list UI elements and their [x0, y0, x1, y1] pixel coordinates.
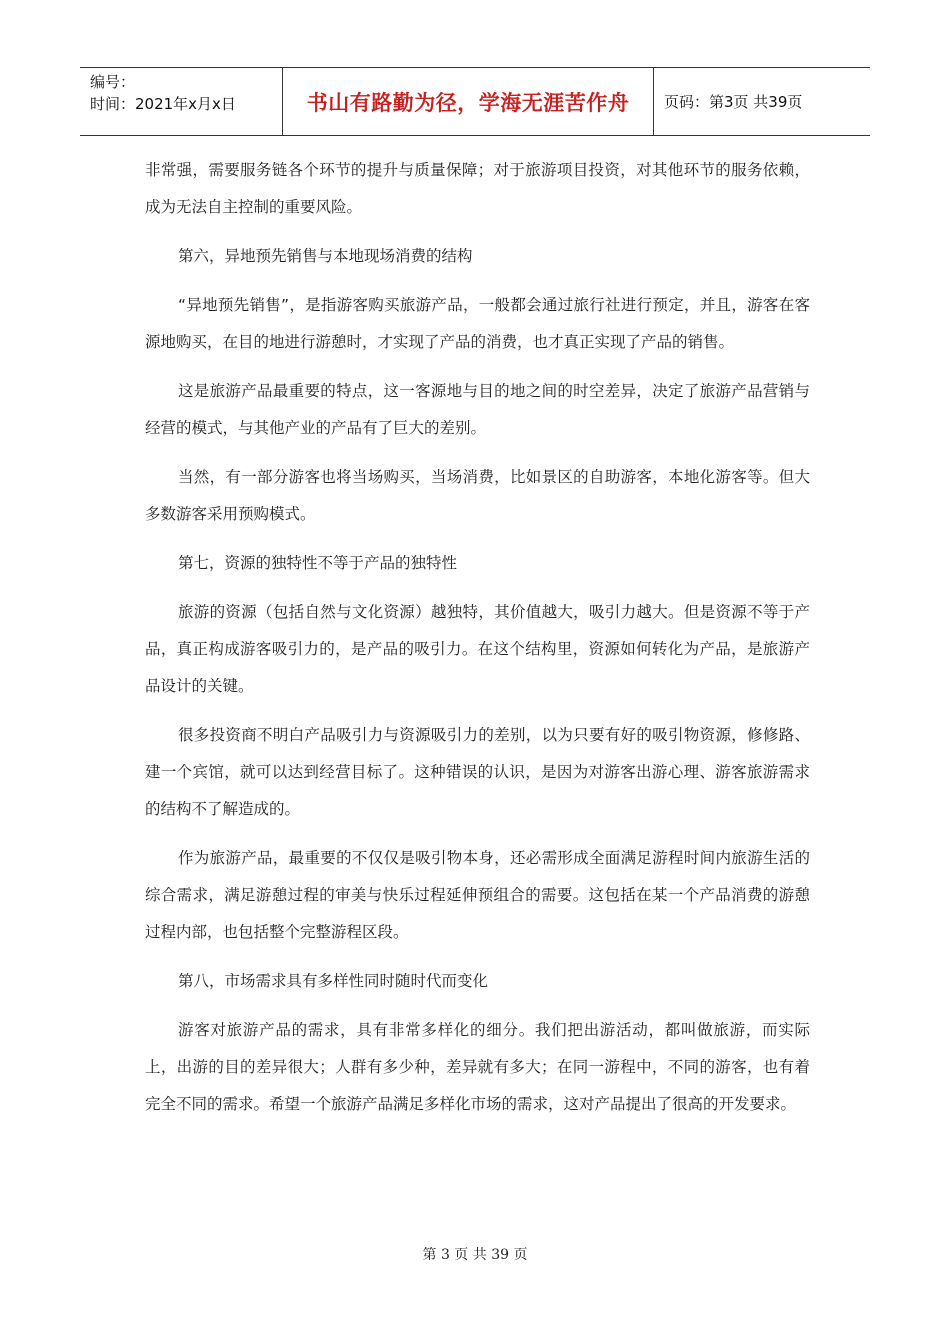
paragraph: 作为旅游产品，最重要的不仅仅是吸引物本身，还必需形成全面满足游程时间内旅游生活的综合需求，满足游憩过程的审美与快乐过程延伸预组合的需要。这包括在某一个产品消费的游憩过程内部，也包括整个完整游程区段。 [145, 849, 810, 941]
paragraph: 旅游的资源（包括自然与文化资源）越独特，其价值越大，吸引力越大。但是资源不等于产品，真正构成游客吸引力的，是产品的吸引力。在这个结构里，资源如何转化为产品，是旅游产品设计的关键。 [145, 603, 810, 695]
paragraph: “异地预先销售”，是指游客购买旅游产品，一般都会通过旅行社进行预定，并且，游客在客源地购买，在目的地进行游憩时，才实现了产品的消费，也才真正实现了产品的销售。 [145, 296, 810, 351]
number-label: 编号： [90, 73, 136, 91]
section-heading: 第六，异地预先销售与本地现场消费的结构 [178, 247, 473, 265]
footer-page-number: 第 3 页 共 39 页 [422, 1247, 528, 1263]
paragraph: 很多投资商不明白产品吸引力与资源吸引力的差别，以为只要有好的吸引物资源，修修路、建一个宾馆，就可以达到经营目标了。这种错误的认识，是因为对游客出游心理、游客旅游需求的结构不了解造成的。 [145, 726, 810, 818]
section-heading: 第七，资源的独特性不等于产品的独特性 [178, 554, 458, 572]
motto-text: 书山有路勤为径，学海无涯苦作舟 [306, 90, 630, 115]
paragraph: 当然，有一部分游客也将当场购买，当场消费，比如景区的自助游客，本地化游客等。但大多数游客采用预购模式。 [145, 468, 810, 523]
page-info: 页码：第3页 共39页 [664, 93, 803, 111]
document-body [145, 152, 810, 1135]
paragraph: 这是旅游产品最重要的特点，这一客源地与目的地之间的时空差异，决定了旅游产品营销与经营的模式，与其他产业的产品有了巨大的差别。 [145, 382, 810, 437]
paragraph: 非常强，需要服务链各个环节的提升与质量保障；对于旅游项目投资，对其他环节的服务依赖，成为无法自主控制的重要风险。 [145, 161, 810, 216]
header-meta-cell [80, 68, 282, 135]
header-page-cell [654, 68, 870, 135]
page-footer [0, 1244, 950, 1264]
date-label: 时间：2021年x月x日 [90, 95, 236, 113]
document-header [80, 67, 870, 136]
section-heading: 第八，市场需求具有多样性同时随时代而变化 [178, 972, 489, 990]
paragraph: 游客对旅游产品的需求，具有非常多样化的细分。我们把出游活动，都叫做旅游，而实际上，出游的目的差异很大；人群有多少种，差异就有多大；在同一游程中，不同的游客，也有着完全不同的需求。希望一个旅游产品满足多样化市场的需求，这对产品提出了很高的开发要求。 [145, 1021, 810, 1113]
header-motto-cell [282, 68, 654, 135]
